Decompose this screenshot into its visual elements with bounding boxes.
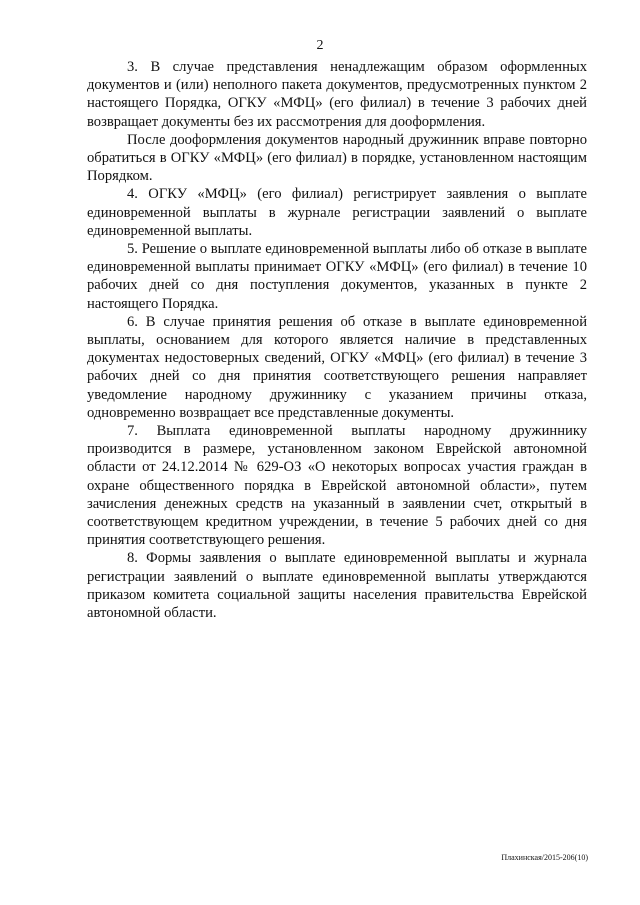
page-number: 2 — [316, 38, 324, 53]
paragraph-4: 4. ОГКУ «МФЦ» (его филиал) регистрирует заявления о выплате единовременной выплаты в журнале регистрации заявлений о выплате единовременной выплаты. — [87, 186, 587, 239]
paragraph-3: 3. В случае представления ненадлежащим образом оформленных документов и (или) неполного пакета документов, предусмотренных пунктом 2 настоящего Порядка, ОГКУ «МФЦ» (его филиал) в течение 3 рабочих дней возвращает документы без их рассмотрения для дооформления. — [87, 59, 587, 130]
paragraph-8: 8. Формы заявления о выплате единовременной выплаты и журнала регистрации заявлений о выплате единовременной выплаты утверждаются приказом комитета социальной защиты населения правительства Еврейской автономной области. — [87, 550, 587, 622]
paragraph-3-continuation: После дооформления документов народный дружинник вправе повторно обратиться в ОГКУ «МФЦ» (его филиал) в порядке, установленном настоящим Порядком. — [87, 131, 587, 185]
document-body — [87, 58, 587, 622]
footer-document-code: Плахинская/2015-206(10) — [501, 853, 588, 862]
paragraph-7: 7. Выплата единовременной выплаты народному дружиннику производится в размере, установленном законом Еврейской автономной области от 24.12.2014 № 629-ОЗ «О некоторых вопросах участия граждан в охране общественного порядка в Еврейской автономной области», путем зачисления денежных средств на указанный в заявлении счет, открытый в соответствующем кредитном учреждении, в течение 5 рабочих дней со дня принятия соответствующего решения. — [87, 423, 587, 549]
paragraph-5: 5. Решение о выплате единовременной выплаты либо об отказе в выплате единовременной выплаты принимает ОГКУ «МФЦ» (его филиал) в течение 10 рабочих дней со дня поступления документов, указанных в пункте 2 настоящего Порядка. — [87, 241, 587, 312]
paragraph-6: 6. В случае принятия решения об отказе в выплате единовременной выплаты, основанием для которого является наличие в представленных документах недостоверных сведений, ОГКУ «МФЦ» (его филиал) в течение 3 рабочих дней со дня принятия соответствующего решения направляет уведомление народному дружиннику с указанием причины отказа, одновременно возвращает все представленные документы. — [87, 313, 587, 421]
